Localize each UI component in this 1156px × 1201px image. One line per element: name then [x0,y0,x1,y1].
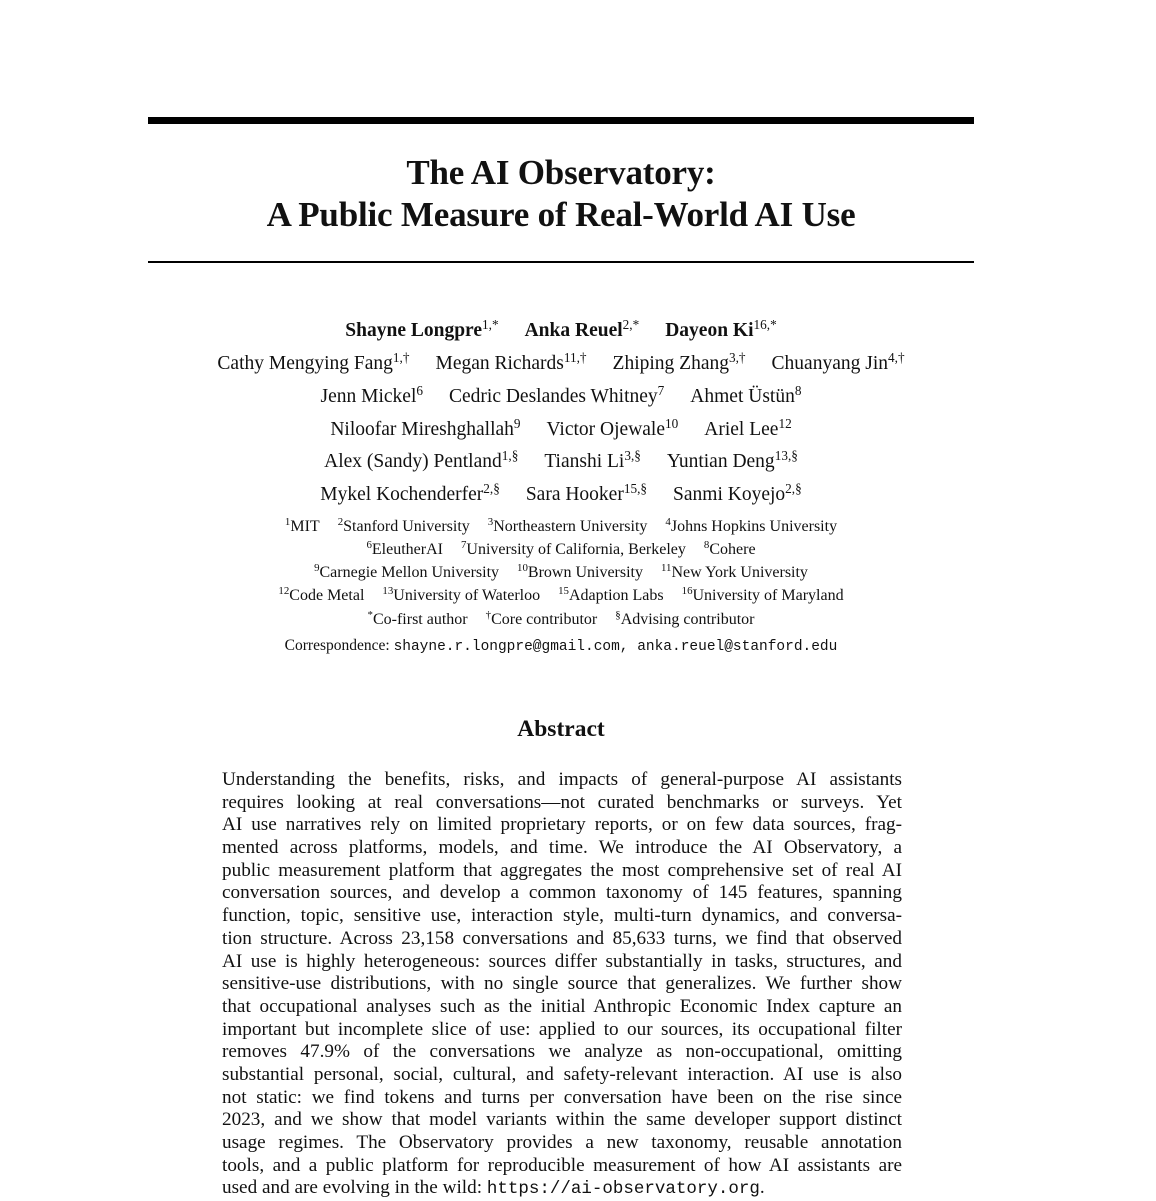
abstract-line: sensitive-use distributions, with no single source that generalizes. We further show [222,973,902,995]
author-name-text: Alex (Sandy) Pentland [324,451,502,472]
affiliation-marker: 10 [517,562,528,575]
abstract-last-line-period: . [759,1177,765,1199]
affiliation-marker: 3 [487,516,494,529]
affiliation-name: Adaption Labs [568,587,664,604]
affiliation-item [314,563,499,583]
affiliation-name: Carnegie Mellon University [319,564,500,581]
author-name-text: Mykel Kochenderfer [320,484,484,505]
author-affiliation-marker: 8 [794,382,802,398]
author-name-text: Yuntian Deng [666,451,775,472]
author-name-text: Chuanyang Jin [771,353,888,374]
title-line-1: The AI Observatory: [406,153,716,192]
author-affiliation-marker: 13,§ [774,447,798,463]
affiliation-row-1 [100,517,1022,537]
observatory-link[interactable]: https://ai-observatory.org [486,1179,760,1200]
author-name-text: Victor Ojewale [546,419,666,440]
affiliation-name: Johns Hopkins University [670,518,838,535]
abstract-line: AI use is highly heterogeneous: sources differ substantially in tasks, structures, and [222,950,902,972]
author-affiliation-marker: 3,§ [624,447,641,463]
author-name [320,480,500,507]
affiliation-item [661,563,808,583]
affiliation-name: EleutherAI [371,541,443,558]
title-line-2: A Public Measure of Real-World AI Use [266,195,856,234]
author-affiliation-marker: 1,* [482,316,499,332]
affiliation-marker: 15 [558,585,569,598]
paper-title [148,152,974,236]
author-name [324,447,519,474]
affiliation-marker: 11 [661,562,672,575]
author-name-text: Sara Hooker [525,484,624,505]
contribution-notes [100,610,1022,630]
affiliation-row-3 [100,563,1022,583]
affiliation-item [488,517,648,537]
abstract-line: function, topic, sensitive use, interaction style, multi-turn dynamics, and conversa- [222,905,902,927]
author-affiliation-marker: 2,§ [483,480,500,496]
affiliation-row-4 [100,586,1022,606]
author-name [546,415,679,442]
correspondence-emails[interactable]: shayne.r.longpre@gmail.com, anka.reuel@stanford.edu [393,639,838,655]
author-name [345,316,499,343]
author-row-6 [100,480,1022,507]
affiliation-item [665,517,837,537]
abstract-line: tools, and a public platform for reproducible measurement of how AI assistants are [222,1154,902,1176]
affiliation-marker: 9 [314,562,320,575]
affiliation-name: Co-first author [372,611,468,628]
affiliation-marker: 16 [681,585,693,598]
affiliation-name: University of California, Berkeley [466,541,686,558]
author-affiliation-marker: 15,§ [623,480,648,496]
author-name-text: Shayne Longpre [345,320,483,341]
abstract-last-line [222,1177,902,1200]
author-name [449,382,665,409]
author-name [673,480,802,507]
author-name-text: Sanmi Koyejo [673,484,786,505]
abstract-heading: Abstract [517,716,605,742]
affiliation-item [338,517,470,537]
author-name-text: Cathy Mengying Fang [217,353,393,374]
author-name [217,349,410,376]
affiliation-name: Stanford University [343,518,470,535]
affiliation-marker: 4 [665,516,671,529]
author-affiliation-marker: 3,† [728,349,746,365]
author-name [330,415,521,442]
author-name-text: Ahmet Üstün [690,386,795,407]
author-name [612,349,746,376]
author-name-text: Tianshi Li [544,451,625,472]
author-affiliation-marker: 1,§ [501,447,519,463]
author-name-text: Anka Reuel [524,320,623,341]
author-affiliation-marker: 11,† [563,349,587,365]
author-affiliation-marker: 12 [778,415,792,431]
author-affiliation-marker: 2,* [622,316,640,332]
author-name [666,447,798,474]
affiliation-name: Northeastern University [493,518,648,535]
abstract-line: tion structure. Across 23,158 conversations and 85,633 turns, we find that observed [222,927,902,949]
author-name-text: Cedric Deslandes Whitney [449,386,658,407]
affiliation-name: University of Waterloo [393,587,541,604]
abstract-line: removes 47.9% of the conversations we analyze as non-occupational, omitting [222,1041,902,1063]
author-row-2 [100,349,1022,376]
affiliation-name: Cohere [709,541,756,558]
abstract-line: not static: we find tokens and turns per conversation have been on the rise since [222,1086,902,1108]
affiliation-item [366,540,443,560]
affiliation-marker: 13 [382,585,394,598]
affiliation-item [461,540,686,560]
correspondence-label: Correspondence: [284,637,390,654]
author-affiliation-marker: 9 [513,415,521,431]
title-bottom-rule [148,261,974,263]
abstract-line: requires looking at real conversations—not curated benchmarks or surveys. Yet [222,791,902,813]
affiliation-item [517,563,643,583]
title-top-rule [148,117,974,124]
affiliation-item [682,586,844,606]
author-row-5 [100,447,1022,474]
affiliation-name: MIT [290,518,320,535]
abstract-line: conversation sources, and develop a common taxonomy of 145 features, spanning [222,882,902,904]
author-affiliation-marker: 6 [416,382,423,398]
author-affiliation-marker: 7 [657,382,665,398]
abstract-line: AI use narratives rely on limited proprietary reports, or on few data sources, frag- [222,814,902,836]
author-name-text: Ariel Lee [704,419,779,440]
author-affiliation-marker: 1,† [392,349,410,365]
affiliation-item [704,540,756,560]
affiliation-item [382,586,540,606]
author-affiliation-marker: 16,* [753,316,777,332]
abstract-body [222,769,902,1200]
author-name [771,349,905,376]
author-name [320,382,423,409]
affiliation-marker: § [615,609,621,622]
affiliation-marker: 7 [460,539,467,552]
abstract-line: that occupational analyses such as the initial Anthropic Economic Index capture an [222,995,902,1017]
author-name [435,349,587,376]
affiliation-item [558,586,664,606]
affiliation-name: Core contributor [491,611,598,628]
abstract-last-line-text: used and are evolving in the wild: [222,1177,487,1199]
affiliation-marker: 12 [278,585,290,598]
author-name-text: Dayeon Ki [665,320,754,341]
abstract-line: 2023, and we show that model variants within the same developer support distinct [222,1109,902,1131]
author-name [544,447,641,474]
author-name [665,316,777,343]
affiliation-name: Brown University [527,564,643,581]
author-name [525,480,648,507]
affiliation-name: New York University [671,564,808,581]
affiliation-marker: * [367,609,373,622]
author-row-4 [100,415,1022,442]
author-name-text: Jenn Mickel [320,386,417,407]
affiliation-marker: 1 [284,516,291,529]
affiliation-item [368,610,468,630]
author-affiliation-marker: 2,§ [785,480,802,496]
abstract-line: usage regimes. The Observatory provides a new taxonomy, reusable annotation [222,1132,902,1153]
abstract-line: public measurement platform that aggregates the most comprehensive set of real AI [222,859,902,881]
affiliation-row-2 [100,540,1022,560]
affiliation-name: Code Metal [289,587,365,604]
affiliation-name: University of Maryland [692,587,844,604]
affiliation-item [615,610,754,630]
author-affiliation-marker: 4,† [888,349,905,365]
author-name-text: Megan Richards [435,353,564,374]
affiliation-marker: 8 [703,539,710,552]
affiliation-marker: 6 [366,539,372,552]
author-name [690,382,802,409]
abstract-line: mented across platforms, models, and time. We introduce the AI Observatory, a [222,837,902,859]
author-name [524,316,640,343]
affiliation-marker: † [485,609,492,622]
abstract-line: Understanding the benefits, risks, and impacts of general-purpose AI assistants [222,769,902,790]
abstract-line: substantial personal, social, cultural, and safety-relevant interaction. AI use is also [222,1063,902,1085]
author-name [704,415,792,442]
author-row-3 [100,382,1022,409]
author-affiliation-marker: 10 [665,415,679,431]
affiliation-name: Advising contributor [620,611,755,628]
author-name-text: Niloofar Mireshghallah [330,419,514,440]
affiliation-marker: 2 [337,516,344,529]
affiliation-item [486,610,598,630]
correspondence [100,636,1022,657]
affiliation-item [285,517,320,537]
author-name-text: Zhiping Zhang [612,353,729,374]
author-row-1 [100,316,1022,343]
affiliation-item [278,586,364,606]
abstract-line: important but incomplete slice of use: applied to our sources, its occupational filter [222,1018,902,1040]
